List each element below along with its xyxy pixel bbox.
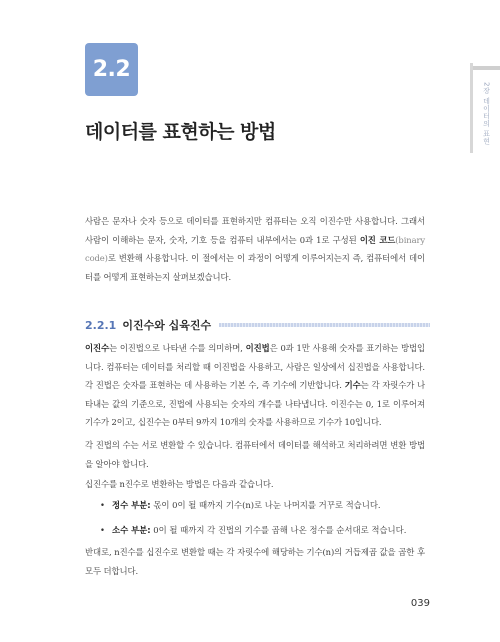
list-item: • 소수 부분: 0이 될 때까지 각 진법의 기수를 곱해 나온 정수를 순서대로 적습니다. bbox=[100, 524, 407, 535]
subsection-number: 2.2.1 bbox=[85, 318, 117, 332]
paragraph-reverse-conversion: 반대로, n진수를 십진수로 변환할 때는 각 자릿수에 해당하는 기수(n)의 거듭제곱 값을 곱한 후 모두 더합니다. bbox=[85, 547, 425, 576]
subsection-title: 이진수와 십육진수 bbox=[122, 319, 212, 332]
intro-paragraph: 사람은 문자나 숫자 등으로 데이터를 표현하지만 컴퓨터는 오직 이진수만 사용합니다. 그래서 사람이 이해하는 문자, 숫자, 기호 등을 컴퓨터 내부에서는 0과 1로 구성된 이진 코드(binary code)로 변환해 사용합니다. 이 절에서는 이 과정이 어떻게 이루어지는지 즉, 컴퓨터에서 데이터를 어떻게 표현하는지 살펴보겠습니다. bbox=[85, 216, 425, 282]
page-number: 039 bbox=[410, 598, 430, 609]
side-tab bbox=[470, 63, 500, 153]
paragraph-conversion: 각 진법의 수는 서로 변환할 수 있습니다. 컴퓨터에서 데이터를 해석하고 처리하려면 변환 방법을 알아야 합니다. bbox=[85, 440, 425, 469]
paragraph-binary-definition: 이진수는 이진법으로 나타낸 수를 의미하며, 이진법은 0과 1만 사용해 숫자를 표기하는 방법입니다. 컴퓨터는 데이터를 처리할 때 이진법을 사용하고, 사람은 일상에서 십진법을 사용합니다. 각 진법은 숫자를 표현하는 데 사용하는 기본 수, 즉 기수에 기반합니다. 기수는 각 자릿수가 나타내는 값의 기준으로, 진법에 사용되는 숫자의 개수를 나타냅니다. 이진수는 0, 1로 이루어져 기수가 2이고, 십진수는 0부터 9까지 10개의 숫자를 사용하므로 기수가 10입니다. bbox=[85, 343, 425, 427]
subsection-rule bbox=[219, 323, 430, 327]
term-binary-code: 이진 코드 bbox=[359, 234, 396, 245]
chapter-badge: 2.2 bbox=[85, 43, 138, 96]
paragraph-method-intro: 십진수를 n진수로 변환하는 방법은 다음과 같습니다. bbox=[85, 479, 274, 489]
side-tab-label: 2장 데이터의 표현 bbox=[482, 81, 491, 145]
list-item: • 정수 부분: 몫이 0이 될 때까지 기수(n)로 나눈 나머지를 거꾸로 적습니다. bbox=[100, 500, 381, 510]
method-list bbox=[100, 496, 430, 539]
subsection-heading bbox=[85, 317, 430, 333]
term-binary-code-en: (binary code) bbox=[85, 234, 425, 263]
section-title: 데이터를 표현하는 방법 bbox=[85, 121, 276, 143]
